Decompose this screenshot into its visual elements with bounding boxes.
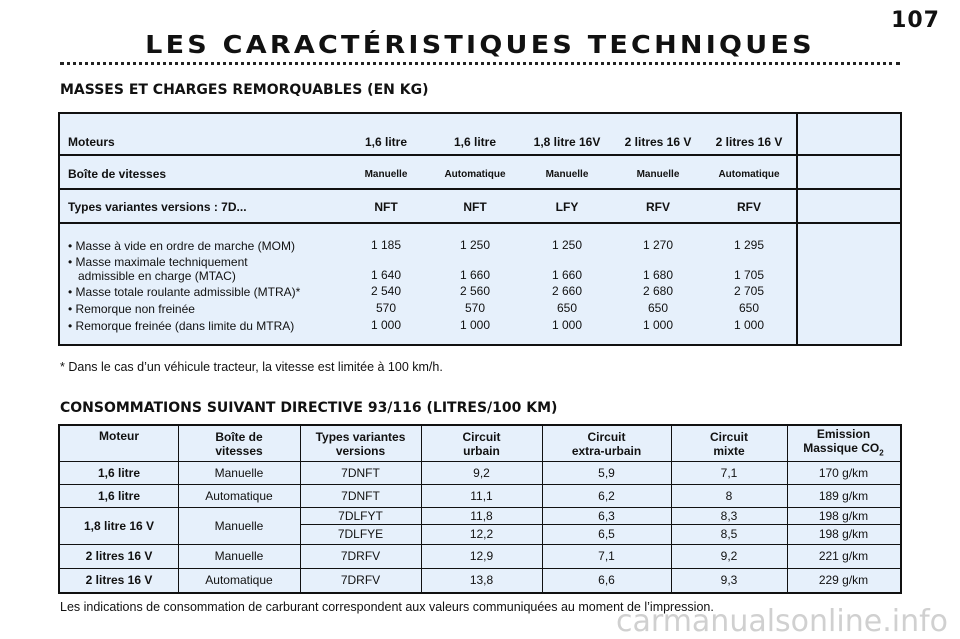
- section-title-masses: MASSES ET CHARGES REMORQUABLES (EN KG): [60, 82, 429, 98]
- table-cell: 170 g/km: [818, 465, 869, 480]
- watermark: carmanualsonline.info: [616, 604, 948, 639]
- header-types: [300, 426, 421, 461]
- desc-non-freinee: • Remorque non freinée: [68, 302, 195, 316]
- row-label-boite: Boîte de vitesses: [68, 167, 167, 181]
- col-type: NFT: [374, 200, 398, 214]
- page-title: LES CARACTÉRISTIQUES TECHNIQUES: [145, 30, 815, 59]
- header-boite-line1: Boîte de: [215, 429, 263, 444]
- table-cell: 7,1: [720, 465, 738, 480]
- table-cell: 7,1: [598, 549, 615, 563]
- col-boite: Manuelle: [364, 169, 408, 180]
- table-cell: 7DRFV: [340, 573, 381, 587]
- table-cell: 189 g/km: [818, 488, 869, 503]
- value-cell: 1 705: [733, 268, 765, 282]
- col-moteur: 1,8 litre 16V: [533, 135, 601, 149]
- header-emission-text: Massique CO: [803, 440, 880, 455]
- value-cell: 2 660: [551, 284, 583, 298]
- header-mixte: [671, 426, 787, 461]
- desc-mom: • Masse à vide en ordre de marche (MOM): [68, 239, 295, 253]
- table-cell: Manuelle: [214, 465, 264, 480]
- value-cell: 650: [556, 301, 578, 315]
- table-cell: 12,2: [469, 527, 494, 541]
- table-cell: 8,3: [720, 508, 738, 523]
- table-cell: 6,2: [598, 488, 615, 503]
- header-urbain: [421, 426, 542, 461]
- header-extra-urbain: [542, 426, 671, 461]
- row-label-types: Types variantes versions : 7D...: [68, 200, 247, 214]
- table-divider: [796, 114, 798, 344]
- value-cell: 2 680: [642, 284, 674, 298]
- value-cell: 1 295: [733, 238, 765, 252]
- table-cell: Manuelle: [214, 518, 264, 533]
- header-types-line1: Types variantes: [315, 429, 406, 444]
- table-cell: Automatique: [205, 573, 273, 587]
- col-boite: Manuelle: [636, 169, 680, 180]
- table-cell: 6,5: [598, 527, 615, 541]
- value-cell: 1 000: [642, 318, 674, 332]
- table-cell: 198 g/km: [818, 508, 869, 523]
- table-cell: 198 g/km: [818, 527, 869, 541]
- desc-mtac-1: • Masse maximale techniquement: [68, 255, 248, 269]
- header-extra-line2: extra-urbain: [571, 443, 642, 458]
- value-cell: 1 270: [642, 238, 674, 252]
- table-cell: 11,8: [470, 508, 493, 523]
- footnote: * Dans le cas d’un véhicule tracteur, la vitesse est limitée à 100 km/h.: [60, 360, 443, 374]
- value-cell: 1 660: [551, 268, 583, 282]
- table-cell: 6,3: [598, 508, 615, 523]
- row-label-moteurs: Moteurs: [68, 135, 115, 149]
- table-divider: [60, 188, 900, 190]
- table-cell: 2 litres 16 V: [85, 549, 153, 563]
- consumption-table: [58, 424, 902, 594]
- table-cell: 8: [725, 488, 733, 503]
- table-cell: 6,6: [598, 573, 615, 587]
- bottom-note: Les indications de consommation de carburant correspondent aux valeurs communiquées au moment de l’impression.: [60, 600, 714, 614]
- section-title-consommations: CONSOMMATIONS SUIVANT DIRECTIVE 93/116 (LITRES/100 KM): [60, 400, 558, 416]
- page-number: 107: [891, 8, 940, 33]
- table-cell: 12,9: [469, 549, 494, 563]
- col-type: RFV: [737, 200, 761, 214]
- table-cell: 5,9: [598, 465, 615, 480]
- value-cell: 1 660: [459, 268, 491, 282]
- value-cell: 2 705: [733, 284, 765, 298]
- header-emission-line1: Emission: [816, 426, 871, 441]
- value-cell: 1 680: [642, 268, 674, 282]
- header-urbain-line2: urbain: [463, 443, 500, 458]
- table-cell: Automatique: [205, 488, 273, 503]
- header-urbain-line1: Circuit: [462, 429, 501, 444]
- col-boite: Automatique: [718, 169, 780, 180]
- col-boite: Manuelle: [545, 169, 589, 180]
- desc-mtac-2: admissible en charge (MTAC): [78, 269, 236, 283]
- table-cell: 1,8 litre 16 V: [83, 518, 155, 533]
- table-cell: 7DNFT: [341, 488, 380, 503]
- header-boite-line2: vitesses: [215, 443, 263, 458]
- desc-mtra: • Masse totale roulante admissible (MTRA)*: [68, 285, 301, 299]
- table-cell: 7DLFYE: [337, 527, 384, 541]
- value-cell: 1 000: [551, 318, 583, 332]
- header-emission: [787, 426, 900, 461]
- table-cell: 7DLFYT: [338, 508, 383, 523]
- value-cell: 2 540: [370, 284, 402, 298]
- col-boite: Automatique: [444, 169, 506, 180]
- table-cell: 1,6 litre: [97, 465, 141, 480]
- table-cell: 1,6 litre: [97, 488, 141, 503]
- table-cell: 7DNFT: [341, 465, 380, 480]
- table-cell: 8,5: [720, 527, 738, 541]
- table-cell: 221 g/km: [818, 549, 869, 563]
- col-moteur: 1,6 litre: [453, 135, 497, 149]
- title-divider: [60, 62, 900, 65]
- table-cell: 9,3: [720, 573, 738, 587]
- value-cell: 1 250: [551, 238, 583, 252]
- masses-table: [58, 112, 902, 346]
- table-cell: 7DRFV: [340, 549, 381, 563]
- table-cell: 9,2: [473, 465, 490, 480]
- header-emission-sub: 2: [879, 448, 884, 458]
- desc-freinee: • Remorque freinée (dans limite du MTRA): [68, 319, 295, 333]
- value-cell: 1 640: [370, 268, 402, 282]
- table-cell: 2 litres 16 V: [85, 573, 153, 587]
- table-divider: [60, 222, 900, 224]
- col-moteur: 2 litres 16 V: [624, 135, 692, 149]
- table-cell: 13,8: [469, 573, 494, 587]
- table-cell: Manuelle: [214, 549, 264, 563]
- table-divider: [60, 154, 900, 156]
- header-boite: [178, 426, 300, 461]
- col-type: NFT: [463, 200, 487, 214]
- table-cell: 11,1: [470, 488, 493, 503]
- value-cell: 1 000: [459, 318, 491, 332]
- value-cell: 650: [738, 301, 760, 315]
- col-type: LFY: [555, 200, 579, 214]
- value-cell: 2 560: [459, 284, 491, 298]
- value-cell: 570: [464, 301, 486, 315]
- value-cell: 570: [375, 301, 397, 315]
- header-mixte-line2: mixte: [713, 443, 745, 458]
- header-moteur: Moteur: [99, 429, 139, 443]
- header-types-line2: versions: [335, 443, 386, 458]
- value-cell: 1 000: [370, 318, 402, 332]
- header-mixte-line1: Circuit: [709, 429, 748, 444]
- table-cell: 229 g/km: [818, 573, 869, 587]
- value-cell: 650: [647, 301, 669, 315]
- table-cell: 9,2: [720, 549, 738, 563]
- value-cell: 1 185: [370, 238, 402, 252]
- col-moteur: 1,6 litre: [364, 135, 408, 149]
- header-extra-line1: Circuit: [587, 429, 626, 444]
- col-moteur: 2 litres 16 V: [715, 135, 783, 149]
- col-type: RFV: [646, 200, 670, 214]
- value-cell: 1 000: [733, 318, 765, 332]
- value-cell: 1 250: [459, 238, 491, 252]
- header-emission-line2: [803, 441, 883, 460]
